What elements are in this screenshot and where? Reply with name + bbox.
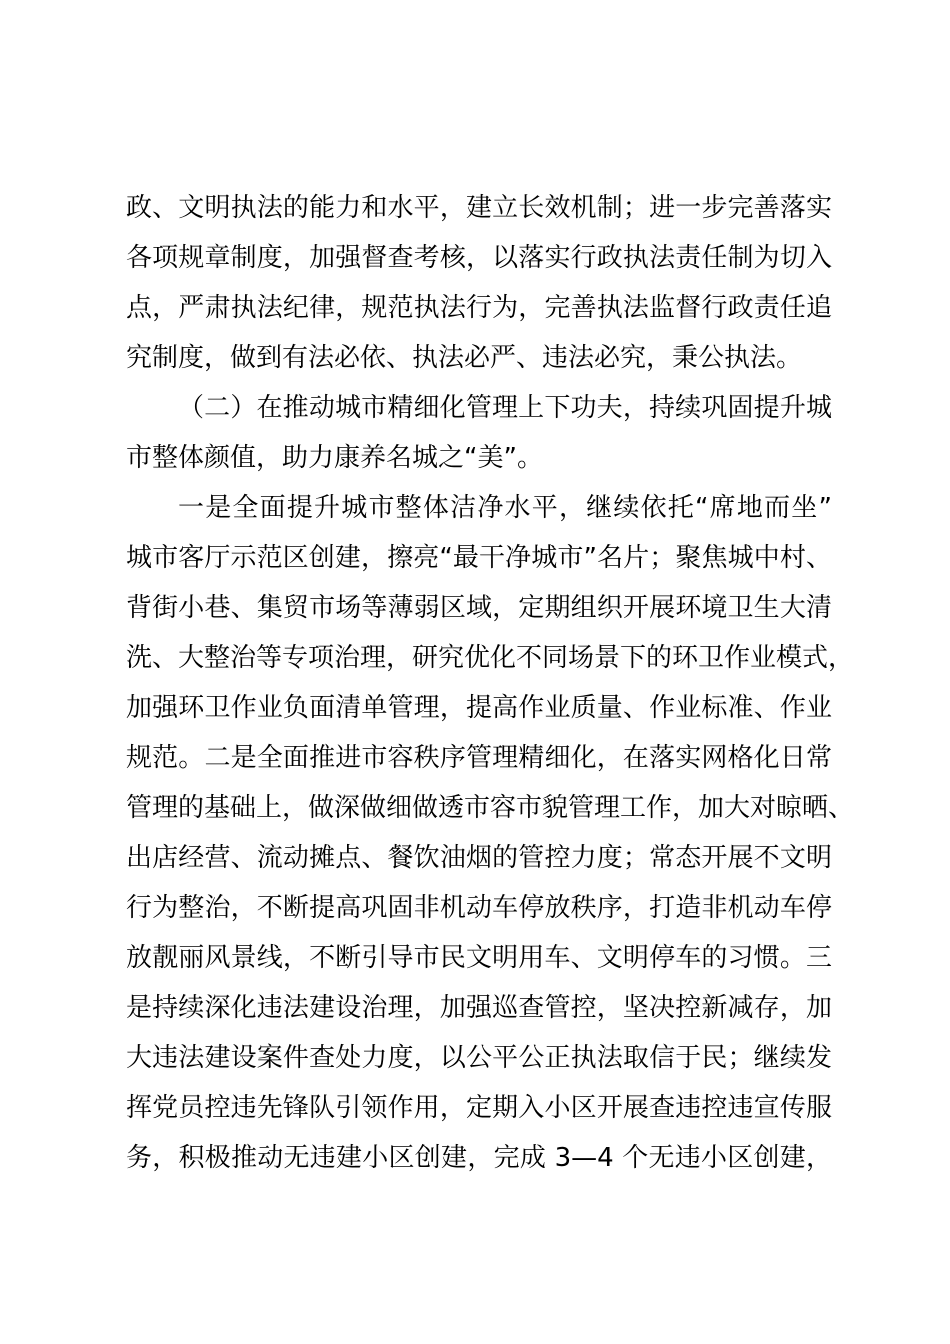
- text-line: 洗、大整治等专项治理，研究优化不同场景下的环卫作业模式，: [126, 643, 855, 673]
- text-line: 行为整治，不断提高巩固非机动车停放秩序，打造非机动车停: [126, 893, 832, 923]
- text-line: 城市客厅示范区创建，擦亮“最干净城市”名片；聚焦城中村、: [126, 543, 832, 573]
- text-line: 加强环卫作业负面清单管理，提高作业质量、作业标准、作业: [126, 693, 832, 723]
- text-line: 规范。二是全面推进市容秩序管理精细化，在落实网格化日常: [126, 743, 832, 773]
- text-line: 究制度，做到有法必依、执法必严、违法必究，秉公执法。: [126, 343, 803, 373]
- text-line: 挥党员控违先锋队引领作用，定期入小区开展查违控违宣传服: [126, 1093, 832, 1123]
- text-line: 是持续深化违法建设治理，加强巡查管控，坚决控新减存，加: [126, 993, 832, 1023]
- text-line: 政、文明执法的能力和水平，建立长效机制；进一步完善落实: [126, 193, 832, 223]
- text-line: 出店经营、流动摊点、餐饮油烟的管控力度；常态开展不文明: [126, 843, 832, 873]
- text-line: 背街小巷、集贸市场等薄弱区域，定期组织开展环境卫生大清: [126, 593, 832, 623]
- text-line: 务，积极推动无违建小区创建，完成 3—4 个无违小区创建，: [126, 1143, 832, 1173]
- text-line: 市整体颜值，助力康养名城之“美”。: [126, 443, 543, 473]
- text-line: 一是全面提升城市整体洁净水平，继续依托“席地而坐”: [178, 493, 832, 523]
- text-line: （二）在推动城市精细化管理上下功夫，持续巩固提升城: [178, 393, 832, 423]
- text-line: 各项规章制度，加强督查考核，以落实行政执法责任制为切入: [126, 243, 832, 273]
- text-line: 点，严肃执法纪律，规范执法行为，完善执法监督行政责任追: [126, 293, 832, 323]
- text-line: 管理的基础上，做深做细做透市容市貌管理工作，加大对晾晒、: [126, 793, 855, 823]
- text-line: 放靓丽风景线，不断引导市民文明用车、文明停车的习惯。三: [126, 943, 832, 973]
- text-line: 大违法建设案件查处力度，以公平公正执法取信于民；继续发: [126, 1043, 832, 1073]
